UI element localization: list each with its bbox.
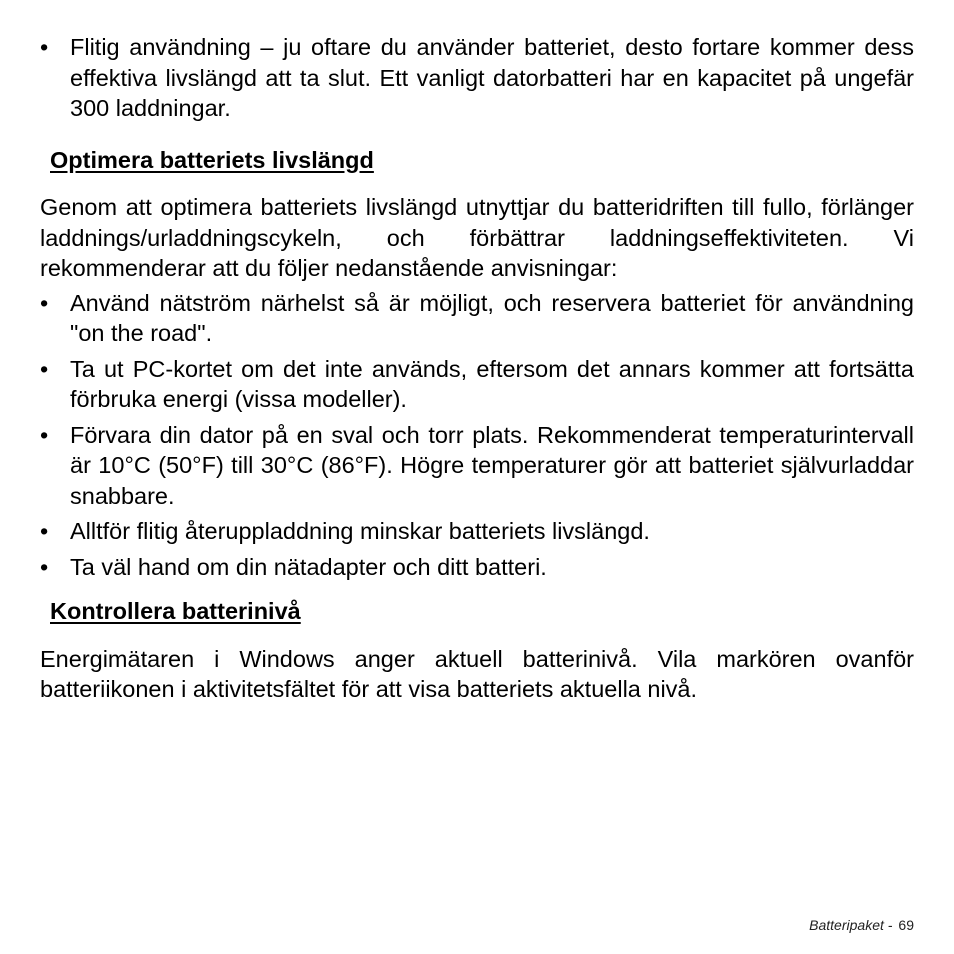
bullet-marker: •	[40, 518, 49, 544]
list-item	[40, 420, 914, 512]
footer-section-label: Batteripaket -	[809, 917, 893, 933]
list-item	[40, 354, 914, 415]
bullet-text: Förvara din dator på en sval och torr plats. Rekommenderat temperaturintervall är 10°C (50°F) till 30°C (86°F). Högre temperaturer gör att batteriet självurladdar snabbare.	[70, 421, 914, 509]
document-page	[40, 32, 914, 705]
bullet-marker: •	[40, 355, 49, 382]
list-item	[40, 516, 914, 547]
bullet-marker: •	[40, 553, 49, 580]
bullet-text: Flitig användning – ju oftare du använder batteriet, desto fortare kommer dess effektiva livslängd att ta slut. Ett vanligt datorbatteri har en kapacitet på ungefär 300 laddningar.	[70, 34, 914, 121]
section-heading-check-level: Kontrollera batterinivå	[50, 598, 301, 624]
section-paragraph-check-level: Energimätaren i Windows anger aktuell batterinivå. Vila markören ovanför batteriikonen i aktivitetsfältet för att visa batteriets aktuella nivå.	[40, 645, 914, 702]
bullet-text: Ta väl hand om din nätadapter och ditt batteri.	[70, 553, 547, 580]
section-heading-optimize: Optimera batteriets livslängd	[50, 146, 374, 173]
page-footer	[809, 917, 914, 933]
page-number: 69	[898, 917, 914, 933]
bullet-marker: •	[40, 34, 49, 60]
list-item	[40, 552, 914, 583]
bullet-text: Ta ut PC-kortet om det inte används, eftersom det annars kommer att fortsätta förbruka energi (vissa modeller).	[70, 355, 914, 412]
bullet-marker: •	[40, 289, 49, 316]
list-item	[40, 32, 914, 124]
bullet-text: Alltför flitig återuppladdning minskar batteriets livslängd.	[70, 518, 650, 544]
bullet-marker: •	[40, 421, 49, 448]
list-item	[40, 288, 914, 349]
intro-bullet-list	[40, 32, 914, 124]
optimize-bullet-list	[40, 288, 914, 583]
section-paragraph-optimize: Genom att optimera batteriets livslängd utnyttjar du batteridriften till fullo, förlänger laddnings/urladdningscykeln, och förbättrar laddningseffektiviteten. Vi rekommenderar att du följer nedanstående anvisningar:	[40, 194, 914, 281]
bullet-text: Använd nätström närhelst så är möjligt, och reservera batteriet för användning "on the road".	[70, 289, 914, 346]
